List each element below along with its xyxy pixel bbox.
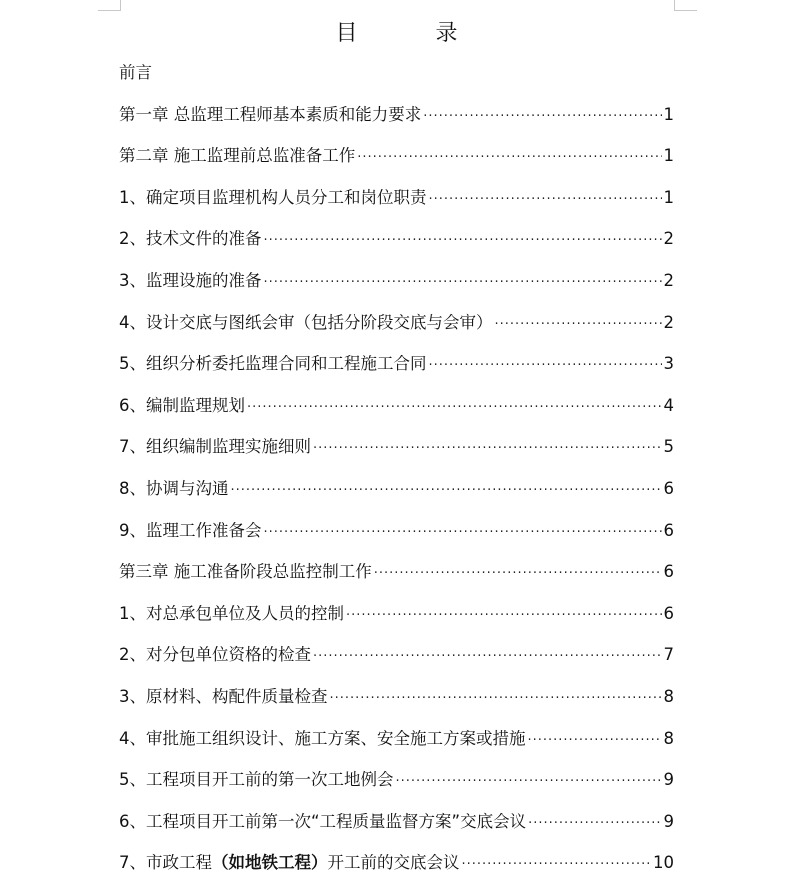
- toc-page-number: 3: [663, 354, 674, 374]
- toc-leader-dots: [528, 810, 661, 838]
- toc-entry[interactable]: [119, 600, 674, 642]
- toc-entry-text: 2、技术文件的准备: [119, 229, 262, 249]
- toc-leader-dots: [264, 227, 662, 255]
- toc-page-number: 9: [663, 770, 674, 790]
- toc-leader-dots: [357, 144, 661, 172]
- toc-page-number: 8: [663, 686, 674, 706]
- toc-page-number: 6: [663, 603, 674, 623]
- toc-leader-dots: [374, 560, 662, 588]
- toc-page-number: 6: [663, 478, 674, 498]
- toc-page-number: 2: [663, 270, 674, 290]
- toc-entry[interactable]: [119, 808, 674, 850]
- toc-entry[interactable]: [119, 309, 674, 351]
- toc-entry-text: 2、对分包单位资格的检查: [119, 645, 311, 665]
- toc-entry-text: 7、组织编制监理实施细则: [119, 437, 311, 457]
- toc-leader-dots: [346, 602, 662, 630]
- toc-entry[interactable]: [119, 475, 674, 517]
- toc-entry-text: 4、设计交底与图纸会审（包括分阶段交底与会审）: [119, 312, 493, 332]
- toc-entry-text: 6、工程项目开工前第一次“工程质量监督方案”交底会议: [119, 811, 527, 831]
- toc-entry[interactable]: [119, 433, 674, 475]
- toc-leader-dots: [264, 269, 662, 297]
- toc-entry[interactable]: [119, 641, 674, 683]
- toc-page-number: 2: [663, 229, 674, 249]
- page-corner-mark: [674, 0, 697, 11]
- toc-entry[interactable]: [119, 350, 674, 392]
- toc-list: [119, 59, 674, 891]
- toc-entry-text: 1、对总承包单位及人员的控制: [119, 603, 344, 623]
- toc-entry-text: 前言: [119, 63, 152, 82]
- toc-leader-dots: [247, 394, 662, 422]
- toc-entry-text: [119, 849, 460, 877]
- toc-page-number: 5: [663, 437, 674, 457]
- toc-entry-text: 1、确定项目监理机构人员分工和岗位职责: [119, 187, 427, 207]
- toc-leader-dots: [313, 435, 662, 463]
- toc-entry-text: 5、组织分析委托监理合同和工程施工合同: [119, 354, 427, 374]
- toc-entry-text: 8、协调与沟通: [119, 478, 229, 498]
- toc-entry-text: 第三章 施工准备阶段总监控制工作: [119, 562, 372, 582]
- toc-entry[interactable]: [119, 225, 674, 267]
- toc-page-number: 6: [663, 520, 674, 540]
- toc-leader-dots: [462, 851, 652, 879]
- toc-entry[interactable]: [119, 267, 674, 309]
- toc-page-number: 9: [663, 811, 674, 831]
- toc-page-number: 2: [663, 312, 674, 332]
- toc-entry-text: 6、编制监理规划: [119, 395, 245, 415]
- toc-entry[interactable]: [119, 142, 674, 184]
- toc-entry[interactable]: [119, 683, 674, 725]
- toc-entry[interactable]: [119, 517, 674, 559]
- toc-leader-dots: [313, 643, 662, 671]
- toc-entry[interactable]: [119, 101, 674, 143]
- toc-leader-dots: [423, 103, 661, 131]
- toc-leader-dots: [264, 519, 662, 547]
- toc-leader-dots: [429, 352, 662, 380]
- toc-entry[interactable]: [119, 59, 674, 101]
- toc-title: 目 录: [335, 21, 486, 46]
- toc-entry-text: 5、工程项目开工前的第一次工地例会: [119, 770, 394, 790]
- toc-entry-text: 9、监理工作准备会: [119, 520, 262, 540]
- toc-entry[interactable]: [119, 184, 674, 226]
- toc-entry-text-bold: （如地铁工程）: [212, 853, 328, 873]
- toc-entry[interactable]: [119, 766, 674, 808]
- toc-page-number: 1: [663, 104, 674, 124]
- toc-page-number: 10: [653, 853, 674, 873]
- toc-page-number: 1: [663, 187, 674, 207]
- toc-leader-dots: [231, 477, 662, 505]
- toc-entry-text-part: 开工前的交底会议: [327, 853, 460, 873]
- toc-leader-dots: [330, 685, 662, 713]
- toc-page-number: 6: [663, 562, 674, 582]
- toc-entry-text: 4、审批施工组织设计、施工方案、安全施工方案或措施: [119, 728, 526, 748]
- toc-entry-text: 3、原材料、构配件质量检查: [119, 686, 328, 706]
- toc-entry-text-part: 7、市政工程: [119, 853, 212, 873]
- toc-entry[interactable]: [119, 392, 674, 434]
- toc-entry[interactable]: [119, 725, 674, 767]
- toc-leader-dots: [528, 727, 662, 755]
- toc-entry-text: 第一章 总监理工程师基本素质和能力要求: [119, 104, 422, 124]
- toc-leader-dots: [429, 186, 662, 214]
- toc-entry-text: 3、监理设施的准备: [119, 270, 262, 290]
- toc-entry-text: 第二章 施工监理前总监准备工作: [119, 146, 356, 166]
- page-corner-mark: [98, 0, 121, 11]
- toc-page-number: 8: [663, 728, 674, 748]
- toc-page-number: 1: [663, 146, 674, 166]
- toc-page-number: 4: [663, 395, 674, 415]
- toc-page-number: 7: [663, 645, 674, 665]
- toc-leader-dots: [396, 768, 662, 796]
- toc-entry[interactable]: [119, 849, 674, 891]
- toc-entry[interactable]: [119, 558, 674, 600]
- toc-leader-dots: [495, 311, 662, 339]
